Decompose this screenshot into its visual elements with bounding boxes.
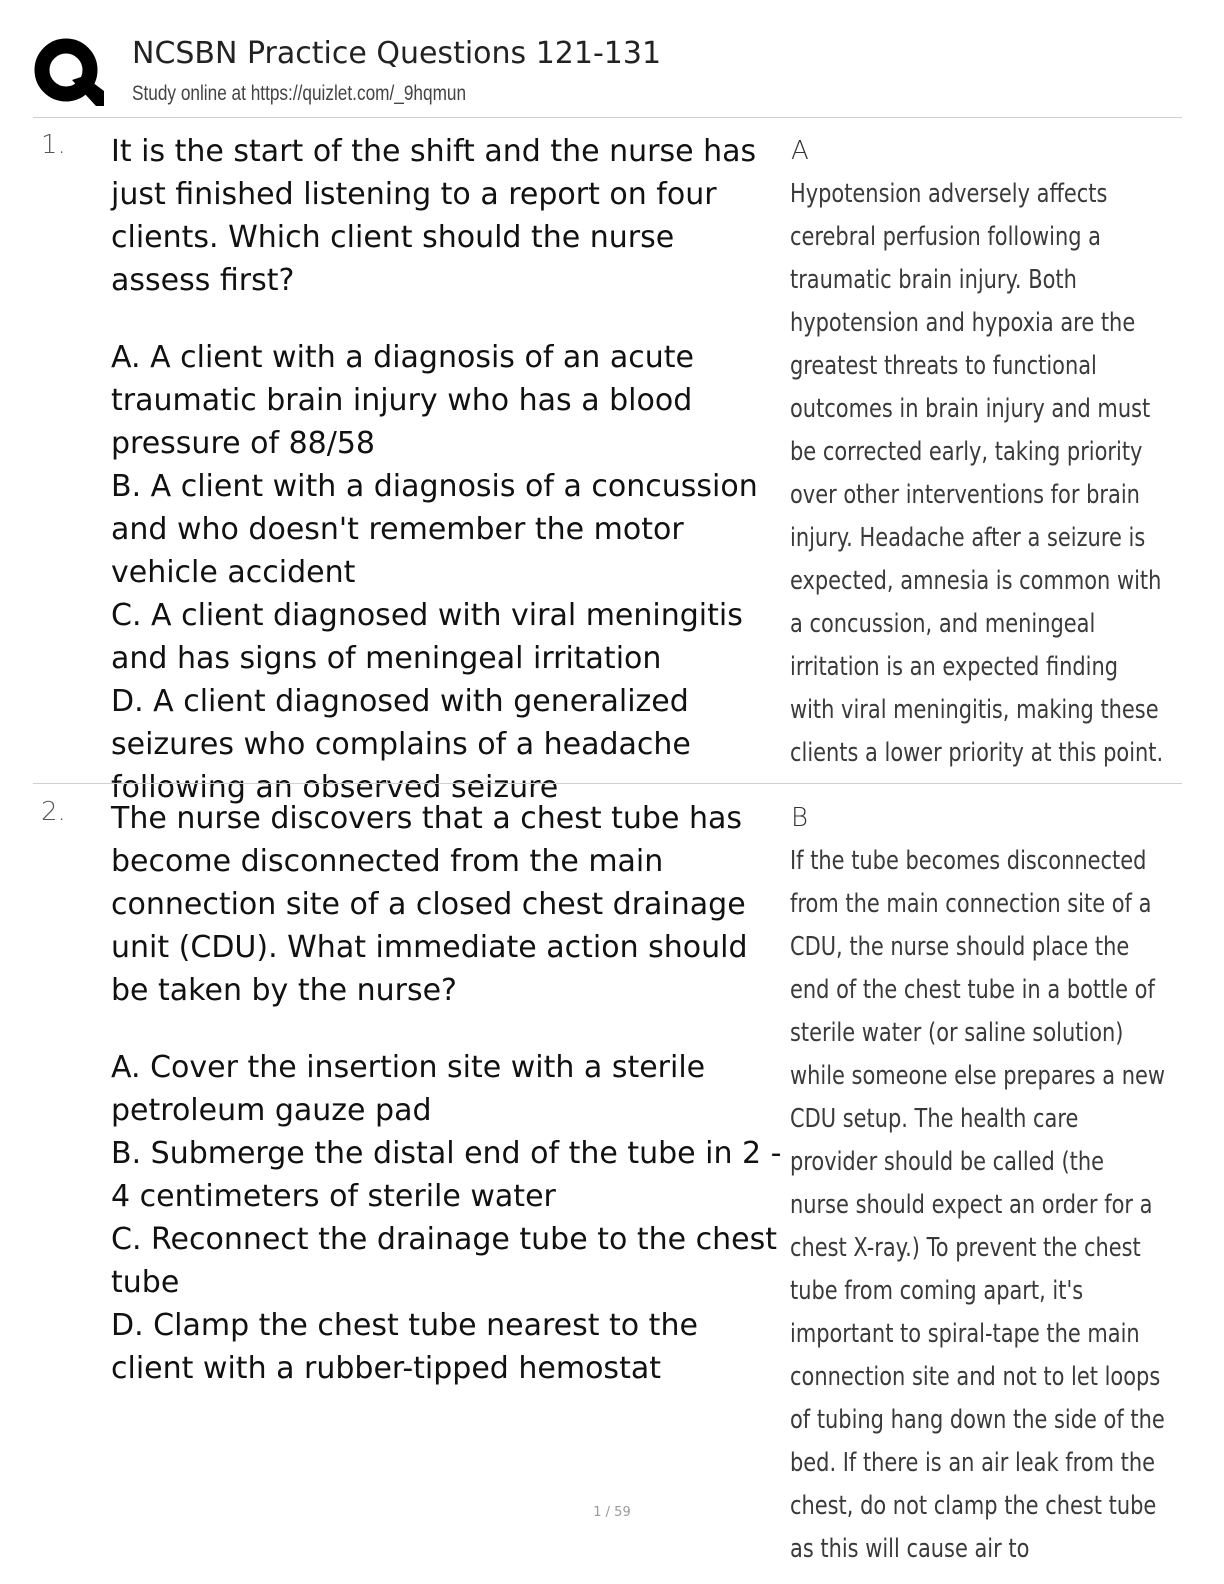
option-d: D. A client diagnosed with generalized seizures who complains of a headache following an observed seizure bbox=[111, 684, 691, 805]
option-b: B. A client with a diagnosis of a concussion and who doesn't remember the motor vehicle accident bbox=[111, 469, 758, 590]
answer-explanation: If the tube becomes disconnected from the main connection site of a CDU, the nurse should place the end of the chest tube in a bottle of sterile water (or saline solution) while someone else prepares a new CDU setup. The health care provider should be called (the nurse should expect an order for a chest X-ray.) To prevent the chest tube from coming apart, it's important to spiral-tape the main connection site and not to let loops of tubing hang down the side of the bed. If there is an air leak from the chest, do not clamp the chest tube as this will cause air to bbox=[790, 846, 1165, 1564]
document-title: NCSBN Practice Questions 121-131 bbox=[132, 36, 662, 71]
divider bbox=[33, 117, 1182, 118]
option-d: D. Clamp the chest tube nearest to the client with a rubber-tipped hemostat bbox=[111, 1308, 698, 1386]
question-body bbox=[111, 797, 783, 1390]
quizlet-logo-icon bbox=[32, 36, 104, 108]
study-online-link-text: Study online at https://quizlet.com/_9hqmun bbox=[132, 82, 467, 105]
option-c: C. A client diagnosed with viral meningitis and has signs of meningeal irritation bbox=[111, 598, 743, 676]
question-number: 1. bbox=[41, 130, 66, 160]
option-a: A. Cover the insertion site with a sterile petroleum gauze pad bbox=[111, 1050, 706, 1128]
question-number: 2. bbox=[41, 797, 66, 827]
question-stem: The nurse discovers that a chest tube has become disconnected from the main connection site of a closed chest drainage unit (CDU). What immediate action should be taken by the nurse? bbox=[111, 801, 748, 1008]
page-number: 1 / 59 bbox=[593, 1505, 631, 1520]
question-body bbox=[111, 130, 783, 809]
answer-letter: B bbox=[791, 803, 809, 833]
page-header bbox=[30, 30, 1182, 118]
divider bbox=[33, 783, 1182, 784]
answer-explanation: Hypotension adversely affects cerebral perfusion following a traumatic brain injury. Both hypotension and hypoxia are the greatest threats to functional outcomes in brain injury and must be corrected early, taking priority over other interventions for brain injury. Headache after a seizure is expected, amnesia is common with a concussion, and meningeal irritation is an expected finding with viral meningitis, making these clients a lower priority at this point. bbox=[790, 179, 1164, 768]
answer-letter: A bbox=[791, 136, 809, 166]
option-a: A. A client with a diagnosis of an acute traumatic brain injury who has a blood pressure of 88/58 bbox=[111, 340, 694, 461]
option-c: C. Reconnect the drainage tube to the chest tube bbox=[111, 1222, 777, 1300]
option-b: B. Submerge the distal end of the tube in 2 - 4 centimeters of sterile water bbox=[111, 1136, 782, 1214]
question-stem: It is the start of the shift and the nurse has just finished listening to a report on four clients. Which client should the nurse assess first? bbox=[111, 134, 757, 298]
